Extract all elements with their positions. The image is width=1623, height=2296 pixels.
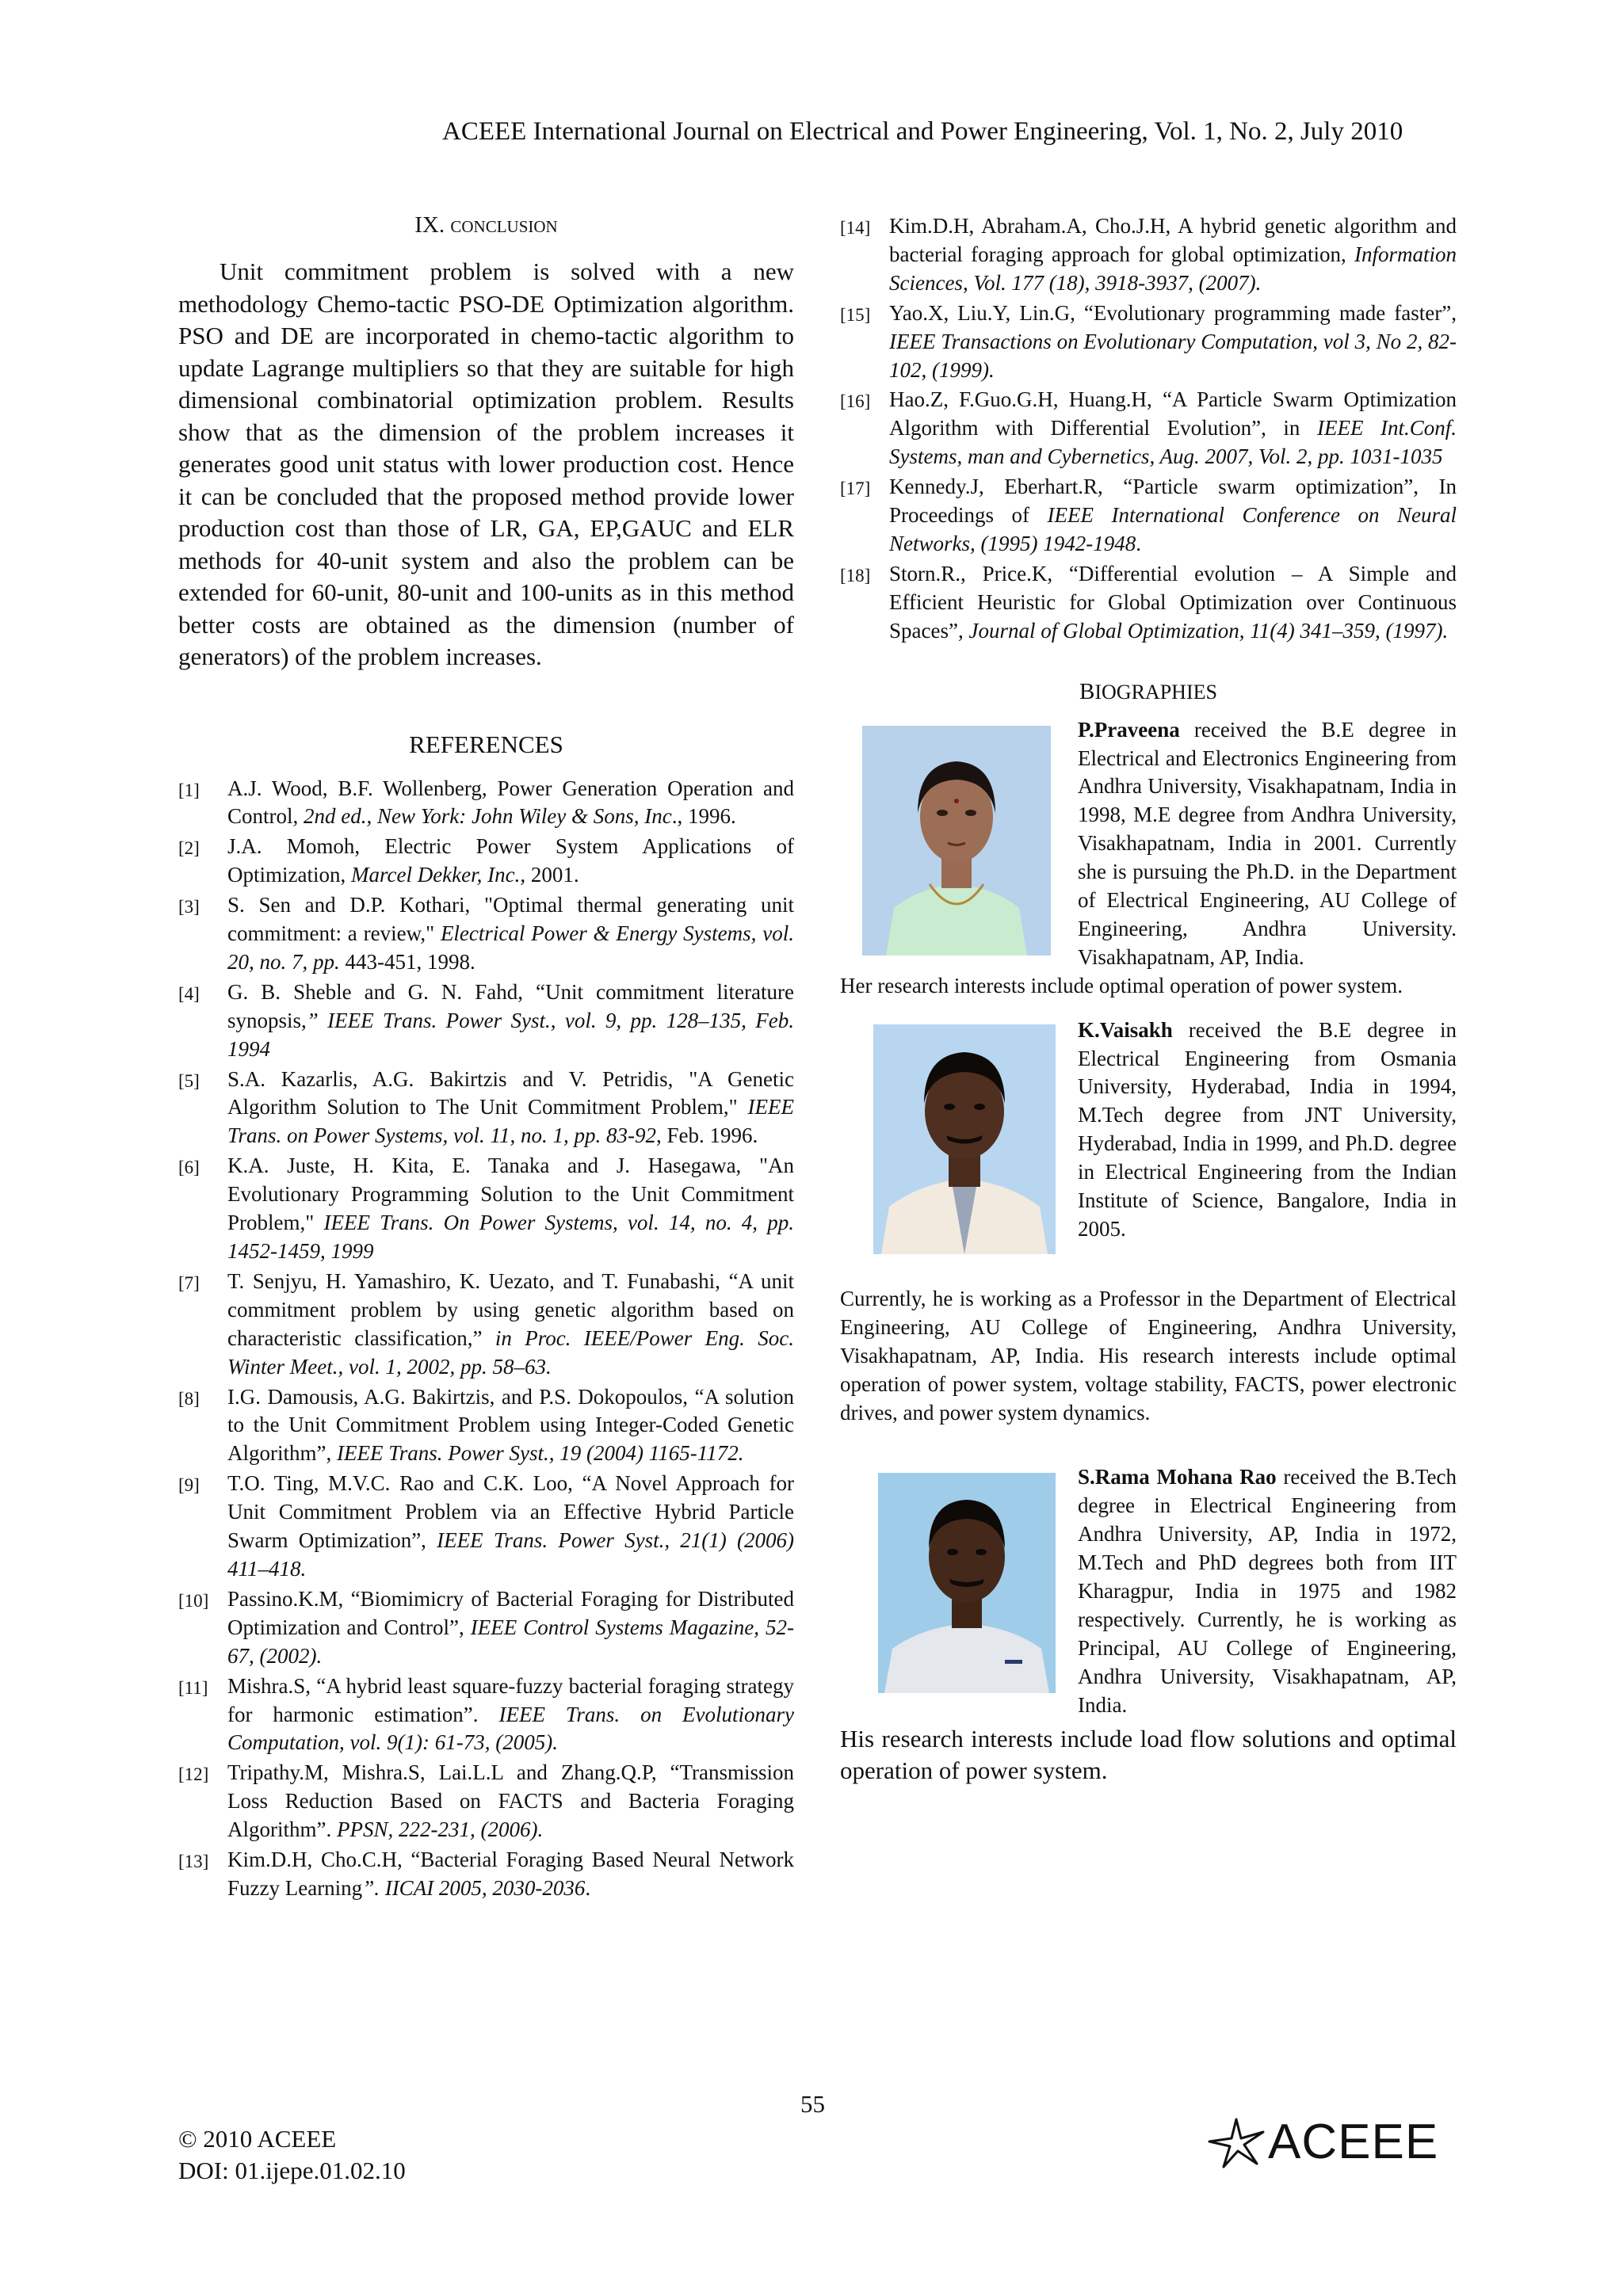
reference-item — [178, 1672, 794, 1758]
reference-text — [227, 1152, 794, 1266]
reference-item — [178, 1470, 794, 1584]
reference-plain: I.G. Damousis, A.G. Bakirtzis, and P.S. Dokopoulos, “A solution to the Unit Commitment Problem using Integer-Coded Genetic Algorithm”, — [227, 1384, 794, 1466]
conclusion-heading — [178, 212, 794, 238]
reference-plain: Kim.D.H, Cho.C.H, “Bacterial Foraging Based Neural Network Fuzzy Learning — [227, 1848, 794, 1900]
bio-name-vaisakh: K.Vaisakh — [1078, 1017, 1173, 1042]
reference-text — [227, 978, 794, 1064]
reference-item — [840, 299, 1457, 385]
reference-tail: . — [585, 1875, 591, 1900]
reference-number: [6] — [178, 1158, 200, 1178]
copyright: © 2010 ACEEE — [178, 2125, 337, 2153]
reference-item — [178, 978, 794, 1064]
reference-plain: Kennedy.J, Eberhart.R, “Particle swarm optimization”, In Proceedings of — [889, 475, 1457, 528]
reference-number: [17] — [840, 479, 871, 499]
reference-plain: G. B. Sheble and G. N. Fahd, “Unit commitment literature synopsis, — [227, 979, 794, 1032]
reference-number: [10] — [178, 1590, 209, 1611]
reference-italic: IEEE Transactions on Evolutionary Computation, vol 3, No 2, 82-102, (1999). — [889, 329, 1457, 382]
author-photo-vaisakh — [873, 1024, 1056, 1254]
reference-text — [227, 1066, 794, 1151]
reference-plain: J.A. Momoh, Electric Power System Applications of Optimization, — [227, 834, 794, 887]
reference-plain: Passino.K.M, “Biomimicry of Bacterial Foraging for Distributed Optimization and Control”, — [227, 1586, 794, 1639]
reference-item — [178, 1383, 794, 1469]
reference-text — [889, 473, 1457, 559]
reference-number: [3] — [178, 897, 200, 917]
reference-number: [14] — [840, 218, 871, 238]
bio-praveena — [840, 716, 1457, 972]
reference-text — [227, 1846, 794, 1903]
reference-item — [178, 833, 794, 890]
reference-italic: PPSN, 222-231, (2006). — [336, 1817, 544, 1842]
reference-number: [15] — [840, 304, 871, 325]
reference-plain: A.J. Wood, B.F. Wollenberg, Power Generation Operation and Control, — [227, 776, 794, 829]
bio-continuation-rao: His research interests include load flow solutions and optimal operation of power system. — [840, 1724, 1457, 1785]
reference-italic: Electrical Power & Energy Systems, vol. 20, no. 7, pp. — [227, 921, 794, 974]
reference-italic: IEEE Trans. Power Syst., 19 (2004) 1165-1172. — [336, 1441, 744, 1466]
footer — [178, 2123, 406, 2187]
reference-item — [178, 1268, 794, 1382]
reference-plain: T. Senjyu, H. Yamashiro, K. Uezato, and T. Funabashi, “A unit commitment problem by using genetic algorithm based on characteristic classification,” — [227, 1268, 794, 1350]
bio-name-praveena: P.Praveena — [1078, 717, 1180, 742]
reference-tail: 443-451, 1998. — [339, 949, 475, 974]
bio-text-rao — [1078, 1463, 1457, 1719]
bio-continuation-vaisakh: Currently, he is working as a Professor in the Department of Electrical Engineering, AU College of Engineering, Andhra University, Visakhapatnam, AP, India. His research interests include optimal operation of power system, voltage stability, FACTS, power electronic drives, and power system dynamics. — [840, 1286, 1457, 1425]
reference-italic: Marcel Dekker, Inc., — [350, 863, 526, 887]
reference-tail: ., 1996. — [671, 804, 736, 829]
reference-item — [178, 891, 794, 977]
reference-text — [227, 1585, 794, 1671]
biographies-title: BIOGRAPHIES — [1079, 678, 1217, 704]
reference-number: [8] — [178, 1388, 200, 1409]
reference-item — [840, 473, 1457, 559]
author-photo-rao — [878, 1473, 1056, 1693]
bio-text-vaisakh — [1078, 1016, 1457, 1244]
reference-item — [178, 775, 794, 832]
reference-text — [227, 775, 794, 832]
reference-text — [889, 212, 1457, 298]
reference-italic: in Proc. IEEE/Power Eng. Soc. Winter Meet., vol. 1, 2002, pp. 58–63. — [227, 1325, 794, 1379]
reference-plain: S.A. Kazarlis, A.G. Bakirtzis and V. Petridis, "A Genetic Algorithm Solution to The Unit Commitment Problem," — [227, 1066, 794, 1119]
references-list-right — [840, 212, 1457, 646]
photo-cell — [840, 1016, 1078, 1244]
bio-rao — [840, 1463, 1457, 1719]
reference-italic: ”. IICAI 2005, 2030-2036 — [362, 1875, 586, 1900]
references-list-left — [178, 775, 794, 1903]
reference-plain: Storn.R., Price.K, “Differential evolution – A Simple and Efficient Heuristic for Global Optimization over Continuous Spaces”, — [889, 561, 1457, 643]
reference-number: [13] — [178, 1852, 209, 1872]
reference-italic: IEEE Int.Conf. Systems, man and Cybernetics, Aug. 2007, Vol. 2, pp. 1031-1035 — [889, 416, 1457, 469]
reference-plain: T.O. Ting, M.V.C. Rao and C.K. Loo, “A Novel Approach for Unit Commitment Problem via an Effective Hybrid Particle Swarm Optimization”, — [227, 1471, 794, 1553]
reference-number: [5] — [178, 1070, 200, 1091]
reference-text — [889, 560, 1457, 646]
photo-cell — [840, 716, 1078, 972]
reference-plain: Tripathy.M, Mishra.S, Lai.L.L and Zhang.Q.P, “Transmission Loss Reduction Based on FACTS and Bacteria Foraging Algorithm”. — [227, 1760, 794, 1842]
conclusion-paragraph: Unit commitment problem is solved with a new methodology Chemo-tactic PSO-DE Optimization algorithm. PSO and DE are incorporated in chemo-tactic algorithm to update Lagrange multipliers so that they are suitable for high dimensional combinatorial optimization problem. Results show that as the dimension of the problem increases it generates good unit status with lower production cost. Hence it can be concluded that the proposed method provide lower production cost than those of LR, GA, EP,GAUC and ELR methods for 40-unit system and also the problem can be extended for 60-unit, 80-unit and 100-units as in this method better costs are obtained as the dimension (number of generators) of the problem increases. — [178, 257, 794, 670]
references-heading: REFERENCES — [409, 730, 563, 758]
reference-italic: IEEE Control Systems Magazine, 52-67, (2002). — [227, 1615, 794, 1668]
journal-header: ACEEE International Journal on Electrical and Power Engineering, Vol. 1, No. 2, July 2010 — [442, 117, 1403, 146]
reference-item — [178, 1585, 794, 1671]
reference-text — [227, 1383, 794, 1469]
biographies-heading — [840, 679, 1457, 705]
reference-plain: Kim.D.H, Abraham.A, Cho.J.H, A hybrid genetic algorithm and bacterial foraging approach for global optimization, — [889, 214, 1457, 266]
aceee-logo — [1205, 2114, 1438, 2170]
right-column — [840, 212, 1457, 1787]
reference-text — [227, 833, 794, 890]
page-number: 55 — [800, 2090, 825, 2118]
reference-tail: 2001. — [525, 863, 579, 887]
reference-italic: IEEE International Conference on Neural Networks, (1995) 1942-1948 — [889, 503, 1457, 555]
reference-italic: IEEE Trans. on Evolutionary Computation, vol. 9(1): 61-73, (2005). — [227, 1702, 794, 1755]
reference-italic: Journal of Global Optimization, 11(4) 341–359, (1997). — [968, 618, 1449, 643]
reference-plain: K.A. Juste, H. Kita, E. Tanaka and J. Hasegawa, "An Evolutionary Programming Solution to the Unit Commitment Problem," — [227, 1154, 794, 1235]
reference-number: [12] — [178, 1764, 209, 1785]
reference-item — [840, 560, 1457, 646]
reference-number: [16] — [840, 391, 871, 412]
reference-text — [227, 1268, 794, 1382]
reference-plain: Hao.Z, F.Guo.G.H, Huang.H, “A Particle Swarm Optimization Algorithm with Differential Evolution”, in — [889, 387, 1457, 441]
reference-tail: , Feb. 1996. — [656, 1123, 758, 1148]
reference-text — [227, 1672, 794, 1758]
bio-vaisakh — [840, 1016, 1457, 1244]
reference-item — [178, 1066, 794, 1151]
reference-text — [889, 299, 1457, 385]
reference-number: [18] — [840, 565, 871, 585]
bio-body-rao: received the B.Tech degree in Electrical Engineering from Andhra University, AP, India in 1972, M.Tech and PhD degrees both from IIT Kharagpur, India in 1975 and 1982 respectively. Currently, he is working as Principal, AU College of Engineering, Andhra University, Visakhapatnam, AP, India. — [1078, 1465, 1457, 1717]
bio-name-rao: S.Rama Mohana Rao — [1078, 1465, 1277, 1489]
author-photo-praveena — [862, 726, 1051, 955]
reference-italic: ” IEEE Trans. Power Syst., vol. 9, pp. 128–135, Feb. 1994 — [227, 1008, 794, 1061]
left-column — [178, 212, 794, 1905]
reference-item — [178, 1152, 794, 1266]
aceee-logo-icon — [1205, 2115, 1268, 2170]
reference-text — [889, 386, 1457, 471]
reference-tail: . — [1136, 531, 1141, 555]
bio-body-praveena: received the B.E degree in Electrical and Electronics Engineering from Andhra University, Visakhapatnam, India in 1998, M.E degree from Andhra University, Visakhapatnam, India in 2001. Currently she is pursuing the Ph.D. in the Department of Electrical Engineering, AU College of Engineering, Andhra University. Visakhapatnam, AP, India. — [1078, 717, 1457, 969]
doi: DOI: 01.ijepe.01.02.10 — [178, 2157, 406, 2184]
reference-italic: IEEE Trans. On Power Systems, vol. 14, no. 4, pp. 1452-1459, 1999 — [227, 1211, 794, 1263]
reference-text — [227, 1759, 794, 1844]
reference-item — [178, 1759, 794, 1844]
bio-continuation-praveena: Her research interests include optimal operation of power system. — [840, 973, 1403, 997]
reference-item — [840, 212, 1457, 298]
photo-cell — [840, 1463, 1078, 1719]
reference-italic: Information Sciences, Vol. 177 (18), 3918-3937, (2007). — [889, 242, 1457, 295]
reference-item — [840, 386, 1457, 471]
reference-italic: 2nd ed., New York: John Wiley & Sons, Inc — [304, 804, 672, 829]
conclusion-title: CONCLUSION — [450, 217, 558, 236]
reference-text — [227, 1470, 794, 1584]
reference-number: [1] — [178, 780, 200, 800]
bio-text-praveena — [1078, 716, 1457, 972]
reference-plain: Yao.X, Liu.Y, Lin.G, “Evolutionary programming made faster”, — [889, 300, 1457, 325]
conclusion-number: IX. — [414, 212, 445, 238]
reference-text — [227, 891, 794, 977]
reference-plain: S. Sen and D.P. Kothari, "Optimal thermal generating unit commitment: a review," — [227, 893, 794, 946]
reference-item — [178, 1846, 794, 1903]
reference-number: [7] — [178, 1272, 200, 1293]
reference-plain: Mishra.S, “A hybrid least square-fuzzy bacterial foraging strategy for harmonic estimation”. — [227, 1673, 794, 1726]
logo-text: ACEEE — [1268, 2115, 1439, 2169]
reference-number: [11] — [178, 1677, 208, 1698]
reference-number: [4] — [178, 983, 200, 1004]
reference-italic: IEEE Trans. Power Syst., 21(1) (2006) 411–418. — [227, 1528, 794, 1581]
reference-number: [9] — [178, 1475, 200, 1496]
bio-body-vaisakh: received the B.E degree in Electrical Engineering from Osmania University, Hyderabad, India in 1994, M.Tech degree from JNT University, Hyderabad, India in 1999, and Ph.D. degree in Electrical Engineering from the Indian Institute of Science, Bangalore, India in 2005. — [1078, 1017, 1457, 1241]
reference-number: [2] — [178, 838, 200, 859]
reference-italic: IEEE Trans. on Power Systems, vol. 11, no. 1, pp. 83-92 — [227, 1095, 794, 1148]
